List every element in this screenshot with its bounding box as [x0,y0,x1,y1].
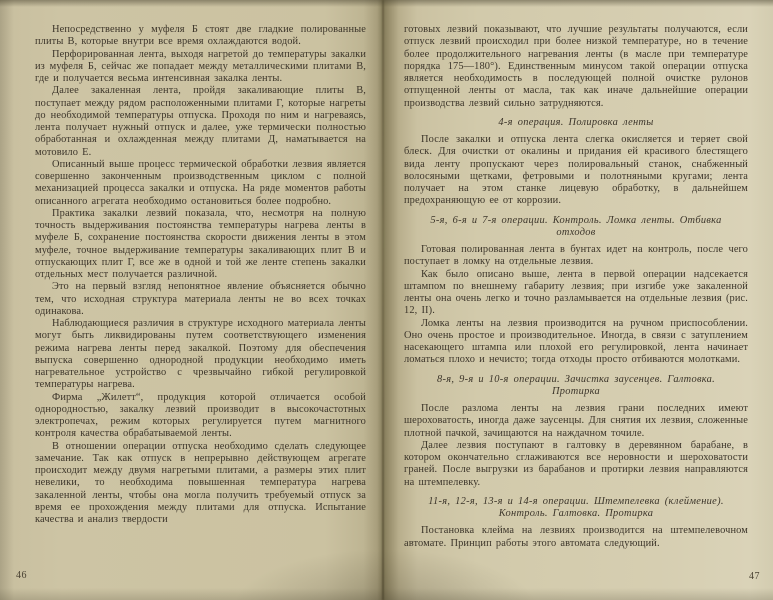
paragraph: Описанный выше процесс термической обработки лезвия является совершенно законченным производственным циклом с полной механизацией процесса закалки и отпуска. На ряде моментов работы описанного агрегата необходимо остановиться более подробно. [35,158,366,207]
page-number-left: 46 [16,570,27,581]
page-number-right: 47 [749,571,760,582]
paragraph: Перфорированная лента, выходя нагретой до температуры закалки из муфеля Б, сейчас же попадает между металлическими плитами В, где и получается весьма интенсивная закалка ленты. [35,48,366,84]
paragraph: После разлома ленты на лезвия грани последних имеют шероховатость, иногда даже заусенцы. Для снятия их лезвия, сложенные плотной пачкой, зачищаются на наждачном точиле. [404,403,748,439]
paragraph: Практика закалки лезвий показала, что, несмотря на полную точность выдерживания постоянства температуры нагрева ленты в муфеле Б, сохранение постоянства скорости движения ленты в этом муфеле, точное выдерживание температуры закаливающих плит В и отпускающих плит Г, все же в одной и той же ленте степень закалки отдельных мест получается различной. [35,207,366,280]
page-right-text [404,24,748,550]
paragraph: Готовая полированная лента в бунтах идет на контроль, после чего поступает в ломку на отдельные лезвия. [404,244,748,268]
section-heading: 8-я, 9-я и 10-я операции. Зачистка заусенцев. Галтовка. Протирка [436,373,716,397]
paragraph: Непосредственно у муфеля Б стоят две гладкие полированные плиты В, которые внутри все время охлаждаются водой. [35,24,366,48]
page-left-text [35,24,366,526]
section-heading: 4-я операция. Полировка ленты [498,116,654,128]
paragraph: готовых лезвий показывают, что лучшие результаты получаются, если отпуск лезвий происходил при более низкой температуре, но в течение более продолжительного нагревания ленты (в масле при температуре порядка 175—180°). Единственным минусом такой операции отпуска является необходимость в последующей полной очистке рулонов отпущенной ленты от масла, так как иначе дальнейшие операции производства лезвий сильно затрудняются. [404,24,748,109]
paragraph: Постановка клейма на лезвиях производится на штемпелевочном автомате. Принцип работы этого автомата следующий. [404,525,748,549]
paragraph: Ломка ленты на лезвия производится на ручном приспособлении. Оно очень простое и производительное. Иногда, в связи с затуплением насекающего штампа или плохой его регулировкой, лента начинает ломаться плохо и нечисто; тогда отходы просто отбиваются молотками. [404,317,748,366]
paragraph: В отношении операции отпуска необходимо сделать следующее замечание. Так как отпуск в непрерывно действующем агрегате происходит между двумя нагретыми плитами, а размеры этих плит невелики, то необходима повышенная температура нагрева закаленной ленты, чтобы она могла получить требуемый отпуск за время ее прохождения между плитами для отпуска. Испытание качества и анализ твердости [35,440,366,525]
gutter-shadow [382,0,384,600]
paragraph: Наблюдающиеся различия в структуре исходного материала ленты могут быть ликвидированы путем соответствующего изменения режима нагрева ленты перед закалкой. Поэтому для обеспечения выпуска совершенно однородной продукции необходимо иметь нагревательное устройство с чрезвычайно гибкой регулировкой температуры нагрева. [35,318,366,391]
paragraph: Как было описано выше, лента в первой операции надсекается штампом по внешнему габариту лезвия; при изгибе уже закаленной ленты она очень легко и точно разламывается на отдельные лезвия (рис. 12, II). [404,268,748,317]
paragraph: Далее лезвия поступают в галтовку в деревянном барабане, в котором окончательно сглаживаются все неровности и шероховатости граней. После выгрузки из барабанов и протирки лезвия направляются на штемпелевку. [404,439,748,488]
paragraph: Это на первый взгляд непонятное явление объясняется обычно тем, что исходная структура материала ленты не во всех точках одинакова. [35,281,366,317]
section-heading: 5-я, 6-я и 7-я операции. Контроль. Ломка ленты. Отбивка отходов [430,214,722,238]
paragraph: Фирма „Жилетт“, продукция которой отличается особой однородностью, закалку лезвий производит в высокочастотных электропечах, режим которых регулируется путем магнитного контроля качества обрабатываемой ленты. [35,391,366,440]
paragraph: Далее закаленная лента, пройдя закаливающие плиты В, поступает между рядом расположенными плитами Г, которые нагреты до необходимой температуры отпуска. Проходя по ним и нагреваясь, лента получает нужный отпуск и далее, уже термически полностью обработанная и охлажденная между плитами Д, наматывается на мотовило Е. [35,85,366,158]
section-heading: 11-я, 12-я, 13-я и 14-я операции. Штемпелевка (клеймение). Контроль. Галтовка. Протирка [428,495,724,519]
paragraph: После закалки и отпуска лента слегка окисляется и теряет свой блеск. Для очистки от окалины и придания ей красивого блестящего вида ленту пропускают через полировальный станок, снабженный волосяными щетками, фетровыми и полотняными кругами; лента получает на этом станке лицевую обработку, в дальнейшем предохраняющую ее от коррозии. [404,134,748,207]
